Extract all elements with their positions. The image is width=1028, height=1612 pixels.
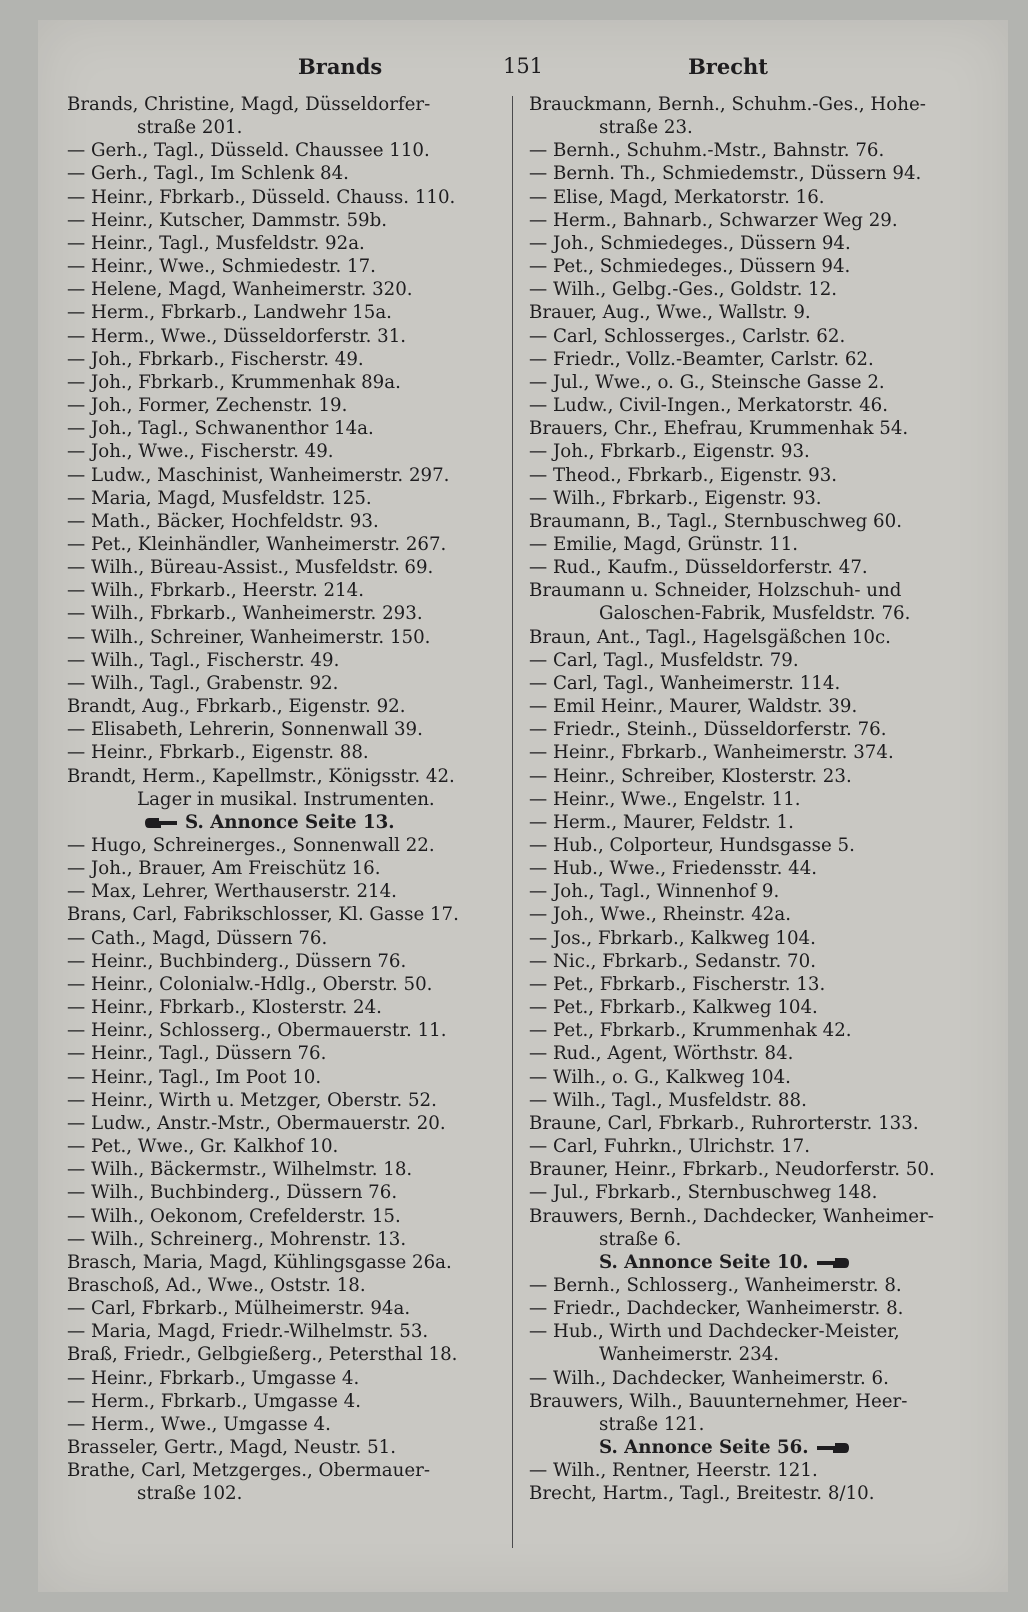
directory-entry	[529, 903, 969, 926]
entry-text: — Wilh., Schreiner, Wanheimerstr. 150.	[67, 626, 431, 648]
entry-text: Braschoß, Ad., Wwe., Oststr. 18.	[67, 1274, 366, 1296]
directory-entry	[67, 1297, 497, 1320]
column-divider	[512, 96, 513, 1548]
directory-entry	[529, 348, 969, 371]
entry-text: — Friedr., Dachdecker, Wanheimerstr. 8.	[529, 1298, 904, 1320]
entry-text: Brauckmann, Bernh., Schuhm.-Ges., Hohe-	[529, 94, 926, 115]
directory-entry	[67, 301, 497, 324]
entry-text: — Herm., Bahnarb., Schwarzer Weg 29.	[529, 209, 898, 231]
directory-entry	[67, 880, 497, 903]
directory-entry	[67, 209, 497, 232]
directory-entry	[67, 834, 497, 857]
directory-entry	[529, 487, 969, 510]
entry-text: — Heinr., Tagl., Musfeldstr. 92a.	[67, 232, 365, 254]
directory-entry	[529, 301, 969, 324]
directory-entry	[529, 1158, 969, 1181]
entry-text: — Carl, Fbrkarb., Mülheimerstr. 94a.	[67, 1298, 411, 1320]
entry-text: — Wilh., Tagl., Fischerstr. 49.	[67, 649, 340, 671]
directory-entry	[67, 927, 497, 950]
entry-text: Brands, Christine, Magd, Düsseldorfer-	[67, 94, 431, 115]
directory-entry	[529, 1482, 969, 1505]
directory-entry	[67, 325, 497, 348]
entry-text: — Wilh., Tagl., Musfeldstr. 88.	[529, 1089, 807, 1111]
directory-entry	[67, 672, 497, 695]
directory-entry	[529, 1135, 969, 1158]
directory-entry	[529, 162, 969, 185]
entry-text: S. Annonce Seite 10.	[599, 1251, 809, 1273]
directory-entry	[529, 1112, 969, 1135]
directory-entry	[67, 1089, 497, 1112]
directory-entry	[67, 1158, 497, 1181]
entry-text: straße 102.	[137, 1483, 243, 1505]
directory-entry	[529, 255, 969, 278]
directory-entry	[67, 232, 497, 255]
entry-text: — Joh., Wwe., Rheinstr. 42a.	[529, 904, 792, 926]
entry-text: — Gerh., Tagl., Im Schlenk 84.	[67, 163, 349, 185]
entry-text: — Herm., Wwe., Umgasse 4.	[67, 1413, 331, 1435]
entry-text: Brans, Carl, Fabrikschlosser, Kl. Gasse 17.	[67, 904, 459, 926]
entry-text: Brauwers, Bernh., Dachdecker, Wanheimer-	[529, 1205, 934, 1227]
entry-text: Brauers, Chr., Ehefrau, Krummenhak 54.	[529, 418, 909, 440]
entry-text: straße 6.	[599, 1228, 682, 1250]
entry-text: Brauner, Heinr., Fbrkarb., Neudorferstr. 50.	[529, 1159, 935, 1181]
directory-entry	[67, 533, 497, 556]
directory-entry	[67, 741, 497, 764]
directory-entry	[529, 556, 969, 579]
directory-entry	[529, 811, 969, 834]
entry-text: — Bernh. Th., Schmiedemstr., Düssern 94.	[529, 163, 922, 185]
pointing-hand-icon	[815, 1441, 851, 1455]
directory-entry	[67, 1181, 497, 1204]
directory-entry	[529, 996, 969, 1019]
directory-entry	[529, 626, 969, 649]
directory-entry	[67, 1367, 497, 1390]
entry-text: — Joh., Fbrkarb., Krummenhak 89a.	[67, 371, 401, 393]
entry-text: — Wilh., Rentner, Heerstr. 121.	[529, 1460, 818, 1482]
directory-entry	[529, 765, 969, 788]
entry-text: Brandt, Herm., Kapellmstr., Königsstr. 42.	[67, 765, 455, 787]
entry-text: — Joh., Fbrkarb., Fischerstr. 49.	[67, 348, 364, 370]
entry-text: — Emilie, Magd, Grünstr. 11.	[529, 533, 799, 555]
entry-text: — Max, Lehrer, Werthauserstr. 214.	[67, 881, 397, 903]
entry-text: — Heinr., Schreiber, Klosterstr. 23.	[529, 765, 852, 787]
entry-text: — Heinr., Wwe., Schmiedestr. 17.	[67, 256, 376, 278]
entry-text: — Maria, Magd, Musfeldstr. 125.	[67, 487, 372, 509]
directory-entry	[67, 510, 497, 533]
entry-text: — Carl, Fuhrkn., Ulrichstr. 17.	[529, 1136, 810, 1158]
directory-entry	[529, 325, 969, 348]
entry-text: — Heinr., Buchbinderg., Düssern 76.	[67, 950, 407, 972]
directory-entry	[529, 950, 969, 973]
entry-text: — Joh., Brauer, Am Freischütz 16.	[67, 858, 381, 880]
directory-entry	[67, 718, 497, 741]
entry-text: straße 121.	[599, 1413, 705, 1435]
directory-entry	[67, 695, 497, 718]
entry-text: — Bernh., Schuhm.-Mstr., Bahnstr. 76.	[529, 140, 885, 162]
directory-entry	[529, 741, 969, 764]
header-left-keyword: Brands	[298, 54, 383, 79]
entry-text: — Joh., Schmiedeges., Düssern 94.	[529, 232, 851, 254]
entry-text: — Wilh., Buchbinderg., Düssern 76.	[67, 1182, 398, 1204]
directory-entry	[67, 973, 497, 996]
entry-text: — Joh., Fbrkarb., Eigenstr. 93.	[529, 441, 810, 463]
directory-entry	[529, 649, 969, 672]
directory-entry	[67, 348, 497, 371]
entry-text: — Elisabeth, Lehrerin, Sonnenwall 39.	[67, 719, 423, 741]
entry-text: — Carl, Tagl., Wanheimerstr. 114.	[529, 672, 841, 694]
entry-text: Brauwers, Wilh., Bauunternehmer, Heer-	[529, 1390, 908, 1412]
pointing-hand-icon	[815, 1256, 851, 1270]
directory-entry	[529, 209, 969, 232]
directory-entry	[529, 1297, 969, 1320]
entry-continuation	[529, 1413, 969, 1436]
entry-text: — Wilh., Fbrkarb., Wanheimerstr. 293.	[67, 603, 423, 625]
directory-entry	[529, 927, 969, 950]
entry-text: — Friedr., Steinh., Düsseldorferstr. 76.	[529, 719, 887, 741]
directory-entry	[529, 417, 969, 440]
directory-entry	[67, 1459, 497, 1482]
entry-text: — Maria, Magd, Friedr.-Wilhelmstr. 53.	[67, 1321, 429, 1343]
directory-entry	[529, 1042, 969, 1065]
entry-text: — Joh., Tagl., Schwanenthor 14a.	[67, 418, 374, 440]
entry-text: S. Annonce Seite 56.	[599, 1437, 809, 1459]
directory-entry	[67, 1390, 497, 1413]
directory-entry	[67, 765, 497, 788]
entry-text: — Math., Bäcker, Hochfeldstr. 93.	[67, 510, 379, 532]
entry-text: — Emil Heinr., Maurer, Waldstr. 39.	[529, 696, 858, 718]
entry-text: — Heinr., Fbrkarb., Umgasse 4.	[67, 1367, 360, 1389]
directory-entry	[67, 278, 497, 301]
directory-entry	[529, 880, 969, 903]
entry-text: — Heinr., Schlosserg., Obermauerstr. 11.	[67, 1020, 447, 1042]
entry-text: Braß, Friedr., Gelbgießerg., Petersthal 18.	[67, 1344, 458, 1366]
entry-continuation	[529, 116, 969, 139]
entry-continuation	[67, 788, 497, 811]
directory-entry	[529, 695, 969, 718]
directory-entry	[529, 1274, 969, 1297]
entry-text: — Nic., Fbrkarb., Sedanstr. 70.	[529, 950, 816, 972]
entry-text: — Carl, Schlosserges., Carlstr. 62.	[529, 325, 846, 347]
directory-entry	[67, 1274, 497, 1297]
entry-text: — Wilh., Oekonom, Crefelderstr. 15.	[67, 1205, 401, 1227]
entry-continuation	[67, 1482, 497, 1505]
entry-text: — Ludw., Anstr.-Mstr., Obermauerstr. 20.	[67, 1112, 446, 1134]
directory-entry	[67, 1042, 497, 1065]
entry-text: — Gerh., Tagl., Düsseld. Chaussee 110.	[67, 140, 430, 162]
directory-entry	[67, 1112, 497, 1135]
entry-text: — Rud., Kaufm., Düsseldorferstr. 47.	[529, 557, 868, 579]
entry-text: — Wilh., Fbrkarb., Heerstr. 214.	[67, 580, 365, 602]
directory-entry	[529, 394, 969, 417]
directory-entry	[529, 232, 969, 255]
directory-entry	[529, 371, 969, 394]
entry-text: — Wilh., Bäckermstr., Wilhelmstr. 18.	[67, 1159, 413, 1181]
directory-entry	[67, 371, 497, 394]
entry-continuation	[529, 602, 969, 625]
entry-text: — Heinr., Colonialw.-Hdlg., Oberstr. 50.	[67, 973, 433, 995]
entry-text: — Wilh., Schreinerg., Mohrenstr. 13.	[67, 1228, 407, 1250]
entry-text: — Wilh., Gelbg.-Ges., Goldstr. 12.	[529, 279, 838, 301]
entry-text: straße 23.	[599, 117, 693, 139]
directory-page	[38, 20, 1008, 1592]
directory-entry	[67, 857, 497, 880]
directory-entry	[67, 1343, 497, 1366]
right-column	[529, 93, 969, 1553]
entry-text: — Elise, Magd, Merkatorstr. 16.	[529, 186, 825, 208]
entry-text: — Hub., Wwe., Friedensstr. 44.	[529, 858, 818, 880]
directory-entry	[529, 533, 969, 556]
entry-text: Brandt, Aug., Fbrkarb., Eigenstr. 92.	[67, 696, 406, 718]
entry-text: — Friedr., Vollz.-Beamter, Carlstr. 62.	[529, 348, 874, 370]
entry-text: — Carl, Tagl., Musfeldstr. 79.	[529, 649, 799, 671]
directory-entry	[67, 487, 497, 510]
entry-text: — Hub., Wirth und Dachdecker-Meister,	[529, 1321, 900, 1343]
entry-text: — Pet., Fbrkarb., Fischerstr. 13.	[529, 973, 826, 995]
entry-text: — Pet., Wwe., Gr. Kalkhof 10.	[67, 1136, 339, 1158]
entry-text: — Ludw., Civil-Ingen., Merkatorstr. 46.	[529, 395, 889, 417]
entry-text: — Heinr., Fbrkarb., Klosterstr. 24.	[67, 997, 382, 1019]
directory-entry	[67, 903, 497, 926]
entry-continuation	[529, 1228, 969, 1251]
entry-text: Brecht, Hartm., Tagl., Breitestr. 8/10.	[529, 1483, 875, 1505]
page-header	[68, 46, 978, 86]
directory-entry	[529, 464, 969, 487]
entry-text: straße 201.	[137, 117, 243, 139]
entry-text: — Wilh., Dachdecker, Wanheimerstr. 6.	[529, 1367, 889, 1389]
left-column	[67, 93, 497, 1553]
entry-text: — Rud., Agent, Wörthstr. 84.	[529, 1043, 794, 1065]
directory-entry	[67, 1320, 497, 1343]
directory-entry	[67, 162, 497, 185]
entry-text: Galoschen-Fabrik, Musfeldstr. 76.	[599, 603, 911, 625]
directory-entry	[529, 788, 969, 811]
directory-entry	[67, 626, 497, 649]
entry-text: — Theod., Fbrkarb., Eigenstr. 93.	[529, 464, 838, 486]
entry-text: — Hub., Colporteur, Hundsgasse 5.	[529, 835, 855, 856]
directory-entry	[529, 857, 969, 880]
directory-entry	[67, 950, 497, 973]
entry-text: — Joh., Wwe., Fischerstr. 49.	[67, 441, 334, 463]
entry-text: — Heinr., Fbrkarb., Wanheimerstr. 374.	[529, 742, 894, 764]
entry-text: S. Annonce Seite 13.	[185, 811, 395, 833]
entry-text: — Hugo, Schreinerges., Sonnenwall 22.	[67, 835, 435, 856]
directory-entry	[67, 1413, 497, 1436]
entry-text: — Heinr., Wwe., Engelstr. 11.	[529, 788, 801, 810]
entry-text: — Herm., Fbrkarb., Landwehr 15a.	[67, 302, 392, 324]
entry-text: Braun, Ant., Tagl., Hagelsgäßchen 10c.	[529, 626, 891, 648]
directory-entry	[67, 602, 497, 625]
entry-text: — Herm., Wwe., Düsseldorferstr. 31.	[67, 325, 407, 347]
entry-text: Braumann, B., Tagl., Sternbuschweg 60.	[529, 510, 902, 532]
entry-text: — Heinr., Fbrkarb., Düsseld. Chauss. 110.	[67, 186, 456, 208]
entry-text: Brasch, Maria, Magd, Kühlingsgasse 26a.	[67, 1251, 452, 1273]
directory-entry	[67, 1019, 497, 1042]
entry-text: — Heinr., Tagl., Im Poot 10.	[67, 1066, 322, 1088]
directory-entry	[67, 996, 497, 1019]
entry-text: Braumann u. Schneider, Holzschuh- und	[529, 580, 902, 602]
directory-entry	[529, 973, 969, 996]
entry-text: — Pet., Fbrkarb., Kalkweg 104.	[529, 997, 818, 1019]
entry-continuation	[529, 1343, 969, 1366]
directory-entry	[67, 93, 497, 116]
directory-entry	[529, 1181, 969, 1204]
directory-entry	[529, 1205, 969, 1228]
directory-entry	[67, 1205, 497, 1228]
directory-entry	[67, 139, 497, 162]
directory-entry	[529, 1089, 969, 1112]
directory-entry	[529, 1367, 969, 1390]
entry-text: — Heinr., Tagl., Düssern 76.	[67, 1043, 327, 1065]
entry-text: — Joh., Former, Zechenstr. 19.	[67, 395, 348, 417]
entry-text: — Helene, Magd, Wanheimerstr. 320.	[67, 279, 413, 301]
annonce-note	[67, 811, 497, 834]
entry-text: Lager in musikal. Instrumenten.	[137, 788, 435, 810]
directory-entry	[67, 649, 497, 672]
entry-text: — Pet., Kleinhändler, Wanheimerstr. 267.	[67, 533, 447, 555]
directory-entry	[529, 440, 969, 463]
entry-text: Brauer, Aug., Wwe., Wallstr. 9.	[529, 302, 811, 324]
entry-text: — Herm., Fbrkarb., Umgasse 4.	[67, 1390, 362, 1412]
entry-text: — Heinr., Kutscher, Dammstr. 59b.	[67, 209, 388, 231]
entry-text: — Wilh., Fbrkarb., Eigenstr. 93.	[529, 487, 822, 509]
directory-entry	[67, 1436, 497, 1459]
directory-entry	[67, 1135, 497, 1158]
directory-entry	[529, 1320, 969, 1343]
directory-entry	[529, 510, 969, 533]
pointing-hand-icon	[143, 816, 179, 830]
entry-text: — Jos., Fbrkarb., Kalkweg 104.	[529, 927, 816, 949]
page-number: 151	[502, 54, 544, 78]
entry-text: — Cath., Magd, Düssern 76.	[67, 927, 328, 949]
entry-text: — Joh., Tagl., Winnenhof 9.	[529, 881, 780, 903]
directory-entry	[529, 93, 969, 116]
entry-text: — Herm., Maurer, Feldstr. 1.	[529, 811, 794, 833]
entry-text: Brasseler, Gertr., Magd, Neustr. 51.	[67, 1437, 397, 1459]
directory-entry	[529, 834, 969, 857]
directory-entry	[529, 718, 969, 741]
directory-entry	[529, 139, 969, 162]
entry-text: Braune, Carl, Fbrkarb., Ruhrorterstr. 133.	[529, 1112, 919, 1134]
directory-entry	[529, 672, 969, 695]
entry-text: — Heinr., Fbrkarb., Eigenstr. 88.	[67, 742, 369, 764]
directory-entry	[67, 556, 497, 579]
directory-entry	[67, 255, 497, 278]
directory-entry	[529, 1066, 969, 1089]
entry-text: — Wilh., Tagl., Grabenstr. 92.	[67, 672, 339, 694]
directory-entry	[67, 1228, 497, 1251]
entry-text: — Wilh., o. G., Kalkweg 104.	[529, 1066, 791, 1088]
directory-entry	[67, 1066, 497, 1089]
directory-entry	[67, 186, 497, 209]
directory-entry	[67, 417, 497, 440]
header-right-keyword: Brecht	[688, 54, 768, 79]
directory-entry	[67, 464, 497, 487]
entry-text: Wanheimerstr. 234.	[599, 1344, 780, 1366]
directory-entry	[67, 440, 497, 463]
entry-text: — Pet., Schmiedeges., Düssern 94.	[529, 256, 851, 278]
entry-text: — Bernh., Schlosserg., Wanheimerstr. 8.	[529, 1274, 902, 1296]
directory-entry	[529, 1390, 969, 1413]
annonce-note	[529, 1251, 969, 1274]
directory-entry	[67, 1251, 497, 1274]
directory-entry	[67, 394, 497, 417]
entry-text: — Heinr., Wirth u. Metzger, Oberstr. 52.	[67, 1089, 437, 1111]
entry-text: — Pet., Fbrkarb., Krummenhak 42.	[529, 1020, 852, 1042]
annonce-note	[529, 1436, 969, 1459]
directory-entry	[529, 1459, 969, 1482]
entry-continuation	[67, 116, 497, 139]
directory-entry	[529, 579, 969, 602]
directory-entry	[529, 1019, 969, 1042]
entry-text: — Jul., Fbrkarb., Sternbuschweg 148.	[529, 1182, 878, 1204]
entry-text: — Ludw., Maschinist, Wanheimerstr. 297.	[67, 464, 450, 486]
entry-text: Brathe, Carl, Metzgerges., Obermauer-	[67, 1460, 430, 1482]
directory-entry	[67, 579, 497, 602]
entry-text: — Wilh., Büreau-Assist., Musfeldstr. 69.	[67, 557, 434, 579]
directory-entry	[529, 278, 969, 301]
entry-text: — Jul., Wwe., o. G., Steinsche Gasse 2.	[529, 371, 885, 393]
directory-entry	[529, 186, 969, 209]
